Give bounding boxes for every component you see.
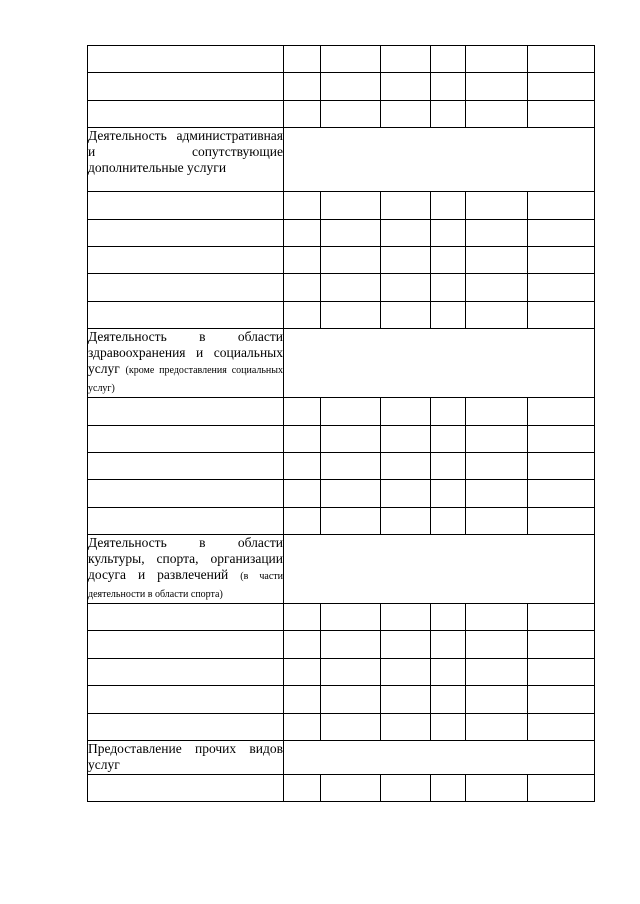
table-cell — [431, 713, 466, 740]
table-cell — [431, 73, 466, 100]
section-label-note: (кроме предоставления социальных услуг) — [88, 365, 283, 395]
table-cell — [466, 604, 528, 631]
table-cell — [466, 686, 528, 713]
table-cell — [466, 73, 528, 100]
table-cell — [381, 480, 431, 507]
table-cell — [381, 507, 431, 534]
table-cell — [528, 507, 595, 534]
table-cell — [431, 46, 466, 73]
table-cell — [431, 452, 466, 479]
table-cell — [528, 480, 595, 507]
table-cell — [431, 507, 466, 534]
table-row — [88, 658, 595, 685]
table-cell — [284, 507, 321, 534]
table-cell — [431, 192, 466, 219]
table-cell — [381, 301, 431, 328]
table-cell — [431, 425, 466, 452]
table-cell — [88, 219, 284, 246]
table-cell — [466, 631, 528, 658]
section-header-row — [88, 329, 595, 398]
section-label-main: Деятельность административная и сопутствующие дополнительные услуги — [88, 128, 283, 176]
table-cell — [88, 425, 284, 452]
table-cell — [466, 219, 528, 246]
table-cell — [431, 775, 466, 802]
table-cell — [321, 686, 381, 713]
table-cell — [466, 192, 528, 219]
table-cell — [284, 219, 321, 246]
table-cell — [466, 398, 528, 425]
table-cell — [88, 274, 284, 301]
section-header-row — [88, 535, 595, 604]
table-cell — [381, 274, 431, 301]
table-cell — [284, 425, 321, 452]
table-cell — [284, 604, 321, 631]
section-label-main: Деятельность в области здравоохранения и социальных услуг — [88, 329, 283, 377]
table-cell — [466, 507, 528, 534]
table-cell — [431, 219, 466, 246]
table-cell — [88, 73, 284, 100]
table-cell — [466, 246, 528, 273]
table-cell — [321, 398, 381, 425]
table-cell — [528, 631, 595, 658]
table-cell — [528, 246, 595, 273]
table-cell — [431, 100, 466, 127]
table-cell — [88, 301, 284, 328]
table-cell — [466, 425, 528, 452]
table-cell — [381, 100, 431, 127]
table-row — [88, 219, 595, 246]
table-row — [88, 604, 595, 631]
section-label — [88, 741, 284, 775]
table-cell — [381, 398, 431, 425]
table-cell — [381, 452, 431, 479]
section-header-row — [88, 128, 595, 192]
table-cell — [466, 480, 528, 507]
table-cell — [88, 398, 284, 425]
table-cell — [321, 604, 381, 631]
table-cell — [88, 452, 284, 479]
services-table — [87, 45, 595, 802]
table-cell — [284, 100, 321, 127]
table-cell — [284, 631, 321, 658]
table-cell — [321, 73, 381, 100]
table-row — [88, 301, 595, 328]
table-cell — [528, 713, 595, 740]
table-cell — [88, 480, 284, 507]
table-cell — [321, 219, 381, 246]
table-cell — [321, 192, 381, 219]
table-cell — [431, 301, 466, 328]
table-cell — [284, 192, 321, 219]
table-cell — [321, 46, 381, 73]
table-cell — [528, 274, 595, 301]
table-cell — [466, 775, 528, 802]
table-row — [88, 398, 595, 425]
table-cell — [88, 658, 284, 685]
table-row — [88, 713, 595, 740]
table-cell — [88, 604, 284, 631]
table-cell — [284, 73, 321, 100]
table-cell — [466, 658, 528, 685]
table-cell — [381, 604, 431, 631]
table-cell — [284, 775, 321, 802]
table-cell — [528, 604, 595, 631]
table-cell — [431, 480, 466, 507]
section-label — [88, 535, 284, 604]
table-cell — [321, 301, 381, 328]
section-header-row — [88, 741, 595, 775]
table-cell — [284, 658, 321, 685]
table-cell — [431, 274, 466, 301]
table-row — [88, 246, 595, 273]
table-cell — [431, 631, 466, 658]
table-cell — [321, 631, 381, 658]
section-label — [88, 128, 284, 192]
table-cell — [88, 46, 284, 73]
table-cell — [88, 631, 284, 658]
table-cell — [381, 686, 431, 713]
section-merged-cell — [284, 741, 595, 775]
table-cell — [466, 100, 528, 127]
table-cell — [284, 480, 321, 507]
table-cell — [528, 452, 595, 479]
table-cell — [381, 631, 431, 658]
table-cell — [528, 775, 595, 802]
table-cell — [466, 452, 528, 479]
table-cell — [381, 192, 431, 219]
table-cell — [381, 425, 431, 452]
table-cell — [321, 246, 381, 273]
section-merged-cell — [284, 535, 595, 604]
table-cell — [431, 604, 466, 631]
table-cell — [284, 246, 321, 273]
section-label-note: (в части деятельности в области спорта) — [88, 571, 283, 601]
table-cell — [431, 246, 466, 273]
section-merged-cell — [284, 329, 595, 398]
table-row — [88, 631, 595, 658]
table-cell — [321, 775, 381, 802]
table-cell — [284, 301, 321, 328]
table-cell — [381, 246, 431, 273]
table-row — [88, 73, 595, 100]
table-cell — [466, 46, 528, 73]
table-row — [88, 100, 595, 127]
table-row — [88, 507, 595, 534]
table-cell — [431, 686, 466, 713]
table-cell — [381, 73, 431, 100]
table-row — [88, 192, 595, 219]
table-cell — [381, 713, 431, 740]
table-cell — [528, 73, 595, 100]
table-cell — [284, 713, 321, 740]
table-cell — [321, 425, 381, 452]
table-row — [88, 452, 595, 479]
table-cell — [381, 46, 431, 73]
table-cell — [528, 219, 595, 246]
table-cell — [321, 100, 381, 127]
table-row — [88, 425, 595, 452]
table-cell — [528, 100, 595, 127]
table-cell — [528, 192, 595, 219]
table-cell — [528, 46, 595, 73]
table-row — [88, 274, 595, 301]
table-cell — [88, 713, 284, 740]
table-row — [88, 775, 595, 802]
table-cell — [466, 274, 528, 301]
section-label-main: Предоставление прочих видов услуг — [88, 741, 283, 773]
table-cell — [88, 507, 284, 534]
table-cell — [284, 274, 321, 301]
table-cell — [528, 425, 595, 452]
table-cell — [431, 398, 466, 425]
section-label-main: Деятельность в области культуры, спорта, организации досуга и развлечений — [88, 535, 283, 583]
table-cell — [381, 219, 431, 246]
table-cell — [528, 658, 595, 685]
table-cell — [88, 192, 284, 219]
table-cell — [528, 301, 595, 328]
table-cell — [528, 398, 595, 425]
table-cell — [284, 452, 321, 479]
section-label — [88, 329, 284, 398]
table-cell — [321, 480, 381, 507]
table-cell — [88, 100, 284, 127]
table-cell — [284, 398, 321, 425]
table-cell — [321, 274, 381, 301]
table-row — [88, 686, 595, 713]
table-cell — [321, 507, 381, 534]
table-cell — [381, 658, 431, 685]
table-cell — [321, 658, 381, 685]
table-cell — [321, 452, 381, 479]
table-cell — [284, 46, 321, 73]
table-cell — [284, 686, 321, 713]
table-cell — [466, 301, 528, 328]
table-cell — [321, 713, 381, 740]
table-row — [88, 46, 595, 73]
table-cell — [528, 686, 595, 713]
table-cell — [431, 658, 466, 685]
table-cell — [466, 713, 528, 740]
table-cell — [88, 686, 284, 713]
section-merged-cell — [284, 128, 595, 192]
table-cell — [381, 775, 431, 802]
table-cell — [88, 246, 284, 273]
table-row — [88, 480, 595, 507]
table-cell — [88, 775, 284, 802]
